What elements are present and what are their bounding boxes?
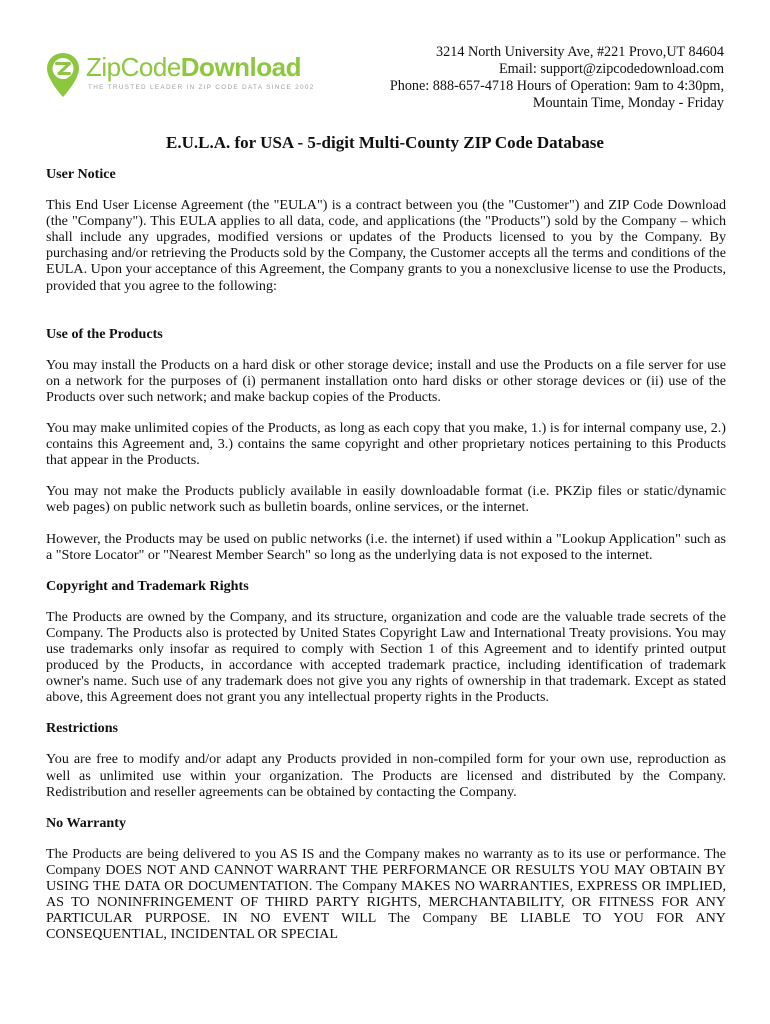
- logo-brand-part2: Download: [180, 52, 301, 82]
- user-notice-heading: User Notice: [46, 166, 116, 182]
- copyright-heading: Copyright and Trademark Rights: [46, 577, 249, 594]
- contact-email: Email: support@zipcodedownload.com: [498, 61, 724, 77]
- map-pin-icon: [46, 52, 80, 98]
- no-warranty-paragraph: The Products are being delivered to you AS IS and the Company makes no warranty as to its use or performance. The Company DOES NOT AND CANNOT WARRANT THE PERFORMANCE OR RESULTS YOU MAY OBTAIN BY USING THE DATA OR DOCUMENTATION. The Company MAKES NO WARRANTIES, EXPRESS OR IMPLIED, AS TO NONINFRINGEMENT OF THIRD PARTY RIGHTS, MERCHANTABILITY, OR FITNESS FOR ANY PARTICULAR PURPOSE. IN NO EVENT WILL The Company BE LIABLE TO YOU FOR ANY CONSEQUENTIAL, INCIDENTAL OR SPECIAL: [46, 845, 726, 943]
- restrictions-paragraph: You are free to modify and/or adapt any Products provided in non-compiled form for your own use, reproduction as well as unlimited use within your organization. The Products are licensed and distributed by the Company. Redistribution and reseller agreements can be obtained by contacting the Company.: [46, 751, 726, 800]
- use-of-products-paragraph-4: However, the Products may be used on public networks (i.e. the internet) if used within a "Lookup Application" such as a "Store Locator" or "Nearest Member Search" so long as the underlying data is not exposed to the internet.: [46, 530, 726, 563]
- document-body: [46, 166, 726, 942]
- logo-brand-part1: ZipCode: [86, 52, 181, 82]
- document-title: E.U.L.A. for USA - 5-digit Multi-County ZIP Code Database: [166, 133, 604, 152]
- use-of-products-paragraph-3: You may not make the Products publicly available in easily downloadable format (i.e. PKZip files or static/dynamic web pages) on public network such as bulletin boards, online services, or the internet.: [46, 483, 726, 516]
- use-of-products-paragraph-2: You may make unlimited copies of the Products, as long as each copy that you make, 1.) is for internal company use, 2.) contains this Agreement and, 3.) contains the same copyright and other proprietary notices pertaining to this Products that appear in the Products.: [46, 420, 726, 469]
- user-notice-paragraph: This End User License Agreement (the "EULA") is a contract between you (the "Customer") and ZIP Code Download (the "Company"). This EULA applies to all data, code, and applications (the "Products") sold by the Company – which shall include any upgrades, modified versions or updates of the Products licensed to you by the Company. By purchasing and/or retrieving the Products sold by the Company, the Customer accepts all the terms and conditions of the EULA. Upon your acceptance of this Agreement, the Company grants to you a nonexclusive license to use the Products, provided that you agree to the following:: [46, 197, 726, 294]
- restrictions-heading: Restrictions: [46, 720, 119, 737]
- contact-phone-hours: Phone: 888-657-4718 Hours of Operation: 9am to 4:30pm,: [389, 78, 724, 94]
- use-of-products-paragraph-1: You may install the Products on a hard disk or other storage device; install and use the Products on a file server for use on a network for the purposes of (i) permanent installation onto hard disks or other storage devices or (ii) use of the Products over such network; and make backup copies of the Products.: [46, 356, 726, 405]
- logo-tagline: THE TRUSTED LEADER IN ZIP CODE DATA SINCE 2002: [88, 84, 315, 91]
- no-warranty-heading: No Warranty: [46, 814, 126, 831]
- contact-address: 3214 North University Ave, #221 Provo,UT 84604: [436, 44, 724, 60]
- use-of-products-heading: Use of the Products: [46, 325, 163, 342]
- contact-hours-timezone: Mountain Time, Monday - Friday: [532, 95, 724, 111]
- company-logo: [46, 50, 316, 100]
- contact-block: [390, 44, 724, 112]
- copyright-paragraph: The Products are owned by the Company, and its structure, organization and code are the valuable trade secrets of the Company. The Products also is protected by United States Copyright Law and International Treaty provisions. You may use trademarks only insofar as required to comply with Section 1 of this Agreement and to identify printed output produced by the Products, in accordance with accepted trademark practice, including identification of trademark owner's name. Such use of any trademark does not give you any rights of ownership in that trademark. Except as stated above, this Agreement does not grant you any intellectual property rights in the Products.: [46, 608, 726, 706]
- logo-wordmark: [86, 50, 301, 84]
